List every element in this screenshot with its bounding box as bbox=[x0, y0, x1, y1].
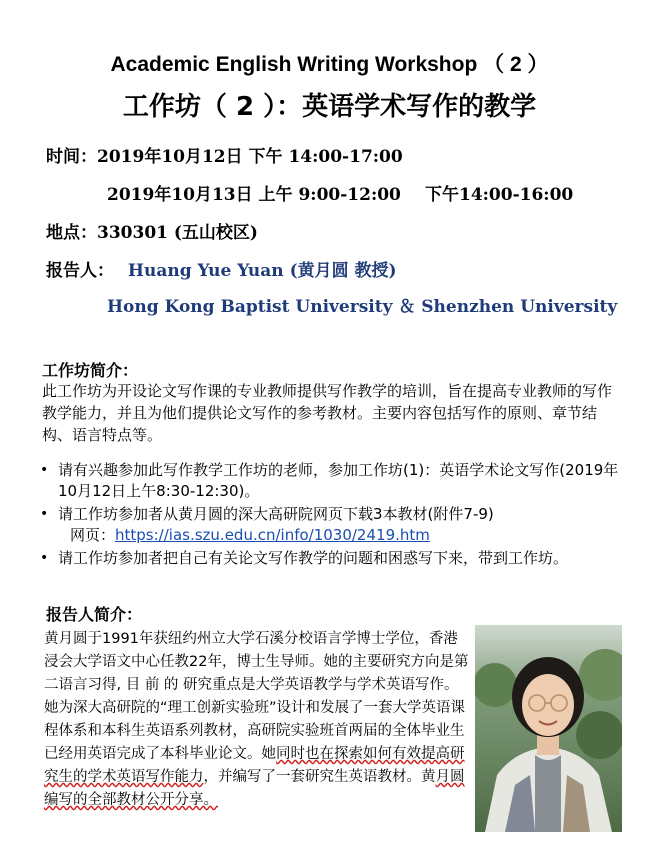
bio-heading: 报告人简介： bbox=[46, 605, 143, 624]
bio-text bbox=[44, 628, 469, 812]
list-item bbox=[36, 548, 626, 569]
venue-value: 330301 (五山校区) bbox=[97, 223, 258, 243]
bio-part-1: 黄月圆于1991年获纽约州立大学石溪分校语言学博士学位，香港浸会大学语文中心任教22年，博士生导师。她的主要研究方向是第二语言习得, 目 前 的 研究重点是大学英语教学与学术英语写作。她为深大高研院的“理工创新实验班”设计和发展了一套大学英语课程体系和本科生英语系列教材，高研院实验班首两届的全体毕业生已经用英语完成了本科毕业论文。她 bbox=[44, 631, 469, 762]
time-line-2b bbox=[425, 180, 573, 205]
speaker-affiliation: Hong Kong Baptist University ＆ Shenzhen University bbox=[107, 297, 618, 317]
bullet-text-2: 请工作坊参加者从黄月圆的深大高研院网页下载3本教材(附件7-9) bbox=[58, 505, 494, 523]
speaker-label: 报告人： bbox=[46, 261, 114, 281]
time-line-2 bbox=[107, 180, 401, 205]
bio-part-4: 月圆编写的全部教材公开分享。 bbox=[44, 769, 465, 808]
bullet-text-1: 请有兴趣参加此写作教学工作坊的老师，参加工作坊(1)：英语学术论文写作(2019年10月12日上午8:30-12:30)。 bbox=[58, 461, 619, 500]
intro-heading: 工作坊简介： bbox=[42, 361, 139, 380]
title-english: Academic English Writing Workshop （ 2 ） bbox=[110, 53, 549, 76]
time-value-1: 2019年10月12日 下午 14:00-17:00 bbox=[97, 147, 403, 167]
bullet-icon: • bbox=[40, 550, 49, 566]
speaker-photo bbox=[475, 625, 622, 832]
time-value-2a: 2019年10月13日 上午 9:00-12:00 bbox=[107, 185, 401, 205]
time-line-1 bbox=[46, 142, 403, 167]
web-label: 网页： bbox=[70, 526, 116, 544]
intro-text: 此工作坊为开设论文写作课的专业教师提供写作教学的培训，旨在提高专业教师的写作教学能力，并且为他们提供论文写作的参考教材。主要内容包括写作的原则、章节结构、语言特点等。 bbox=[42, 382, 613, 444]
bio-part-3: ，并编写了一套研究生英语教材。黄 bbox=[203, 769, 436, 785]
bio-part-2: 同时也在探索如何有效提高研究生的学术英语写作能力 bbox=[44, 746, 465, 785]
time-value-2b: 下午14:00-16:00 bbox=[425, 185, 574, 205]
bullet-icon: • bbox=[40, 506, 49, 522]
time-label: 时间： bbox=[46, 147, 97, 167]
bullet-icon: • bbox=[40, 462, 49, 478]
venue-line bbox=[46, 218, 258, 243]
download-link[interactable]: https://ias.szu.edu.cn/info/1030/2419.htm bbox=[115, 526, 430, 544]
bullet-text-3: 请工作坊参加者把自己有关论文写作教学的问题和困惑写下来，带到工作坊。 bbox=[58, 549, 569, 567]
speaker-name: Huang Yue Yuan (黄月圆 教授) bbox=[127, 261, 397, 281]
title-chinese: 工作坊（ 2 ）：英语学术写作的教学 bbox=[122, 92, 537, 122]
list-item bbox=[36, 460, 626, 502]
venue-label: 地点： bbox=[46, 223, 97, 243]
speaker-line bbox=[46, 256, 397, 281]
notice-list bbox=[36, 460, 626, 571]
list-item bbox=[36, 504, 626, 546]
